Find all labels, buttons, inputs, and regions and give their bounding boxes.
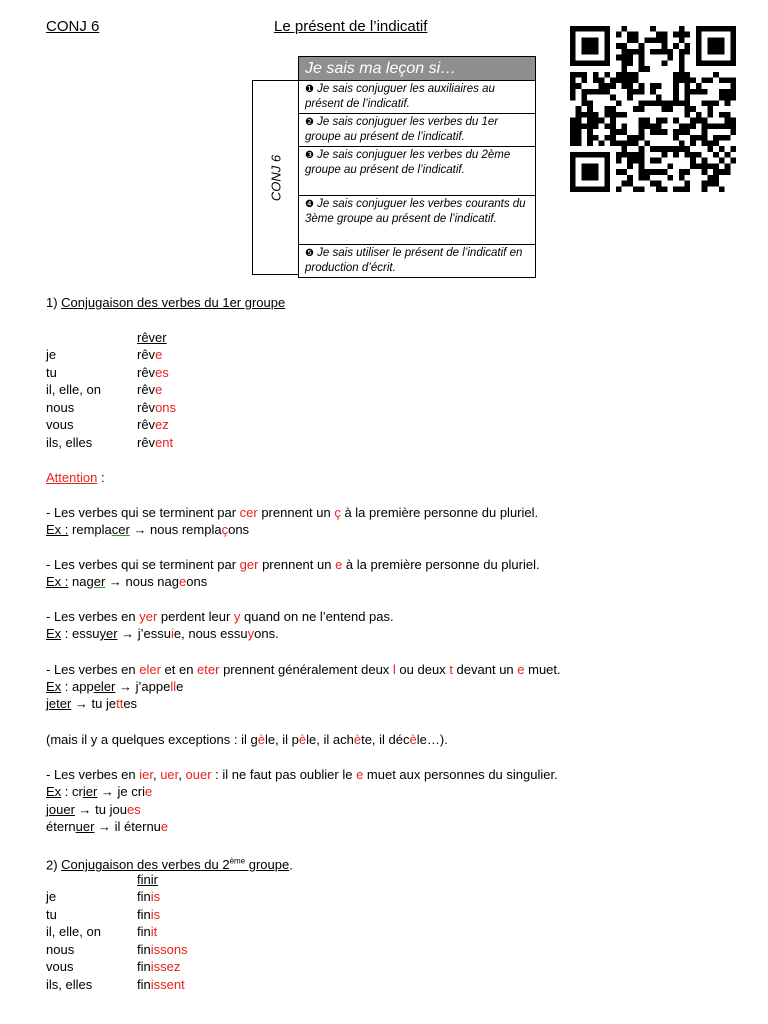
lesson-code: CONJ 6 (46, 18, 100, 35)
pronoun: tu (46, 364, 57, 380)
lesson-item (299, 114, 535, 147)
example-eter: jeter → tu jettes (46, 696, 138, 711)
lesson-table (298, 56, 536, 278)
item-number: ❸ (305, 150, 314, 161)
verb-finir: finir (137, 872, 158, 887)
item-number: ❷ (305, 117, 314, 128)
lesson-heading: Je sais ma leçon si… (299, 57, 535, 81)
rule-eler-eter: - Les verbes en eler et en eter prennent généralement deux l ou deux t devant un e muet. (46, 662, 561, 677)
section-2-heading: 2) Conjugaison des verbes du 2ème groupe. (46, 857, 293, 873)
conjugated-form: finissez (137, 959, 181, 974)
pronoun: je (46, 889, 57, 904)
section-1-heading: 1) Conjugaison des verbes du 1er groupe (46, 295, 286, 310)
rule-ger: - Les verbes qui se terminent par ger prennent un e à la première personne du pluriel. (46, 557, 540, 572)
pronoun: nous (46, 399, 75, 415)
item-text: Je sais conjuguer les verbes du 1er groupe au présent de l’indicatif. (305, 116, 499, 143)
conjugated-form: finis (137, 906, 161, 922)
pronoun: nous (46, 941, 75, 957)
item-number: ❶ (305, 84, 314, 95)
exceptions-note: (mais il y a quelques exceptions : il gèle, il pèle, il achète, il décèle…). (46, 732, 448, 747)
example-cer: Ex : remplacer → nous remplaçons (46, 522, 250, 537)
pronoun: vous (46, 417, 74, 432)
pronoun: il, elle, on (46, 382, 101, 397)
conjugated-form: rêves (137, 364, 169, 380)
pronoun: vous (46, 959, 74, 974)
pronoun: ils, elles (46, 434, 93, 450)
page-title: Le présent de l’indicatif (274, 18, 428, 35)
lesson-item (299, 196, 535, 245)
example-ger: Ex : nager → nous nageons (46, 574, 208, 589)
example-yer: Ex : essuyer → j’essuie, nous essuyons. (46, 626, 279, 641)
item-number: ❺ (305, 248, 314, 259)
qr-code-icon (566, 26, 740, 192)
item-number: ❹ (305, 199, 314, 210)
pronoun: il, elle, on (46, 924, 101, 939)
pronoun: ils, elles (46, 976, 93, 992)
pronoun: je (46, 347, 57, 362)
pronoun: tu (46, 906, 57, 922)
example-uer: éternuer → il éternue (46, 819, 169, 834)
item-text: Je sais utiliser le présent de l’indicatif en production d’écrit. (305, 247, 523, 274)
lesson-side-label: CONJ 6 (268, 154, 283, 201)
lesson-item (299, 81, 535, 114)
conjugated-form: rêve (137, 347, 163, 362)
conjugated-form: finis (137, 889, 161, 904)
conjugated-form: finit (137, 924, 158, 939)
rule-ier-uer-ouer: - Les verbes en ier, uer, ouer : il ne faut pas oublier le e muet aux personnes du singulier. (46, 767, 558, 782)
lesson-item (299, 147, 535, 196)
example-ouer: jouer → tu joues (46, 802, 141, 817)
rule-cer: - Les verbes qui se terminent par cer prennent un ç à la première personne du pluriel. (46, 505, 539, 520)
attention-label: Attention : (46, 470, 105, 485)
conjugated-form: rêvez (137, 417, 169, 432)
item-text: Je sais conjuguer les auxiliaires au présent de l’indicatif. (305, 83, 495, 110)
conjugated-form: finissons (137, 941, 188, 957)
conjugated-form: finissent (137, 976, 185, 992)
item-text: Je sais conjuguer les verbes courants du 3ème groupe au présent de l’indicatif. (305, 198, 526, 225)
verb-rever: rêver (137, 330, 167, 345)
lesson-checklist (252, 56, 536, 275)
rule-yer: - Les verbes en yer perdent leur y quand on ne l’entend pas. (46, 609, 394, 624)
lesson-item (299, 245, 535, 277)
conjugated-form: rêve (137, 382, 163, 397)
lesson-side-cell (252, 80, 298, 275)
example-ier: Ex : crier → je crie (46, 784, 153, 799)
conjugated-form: rêvent (137, 434, 174, 450)
item-text: Je sais conjuguer les verbes du 2ème groupe au présent de l’indicatif. (305, 149, 511, 176)
conjugated-form: rêvons (137, 399, 177, 415)
example-eler: Ex : appeler → j’appelle (46, 679, 184, 694)
